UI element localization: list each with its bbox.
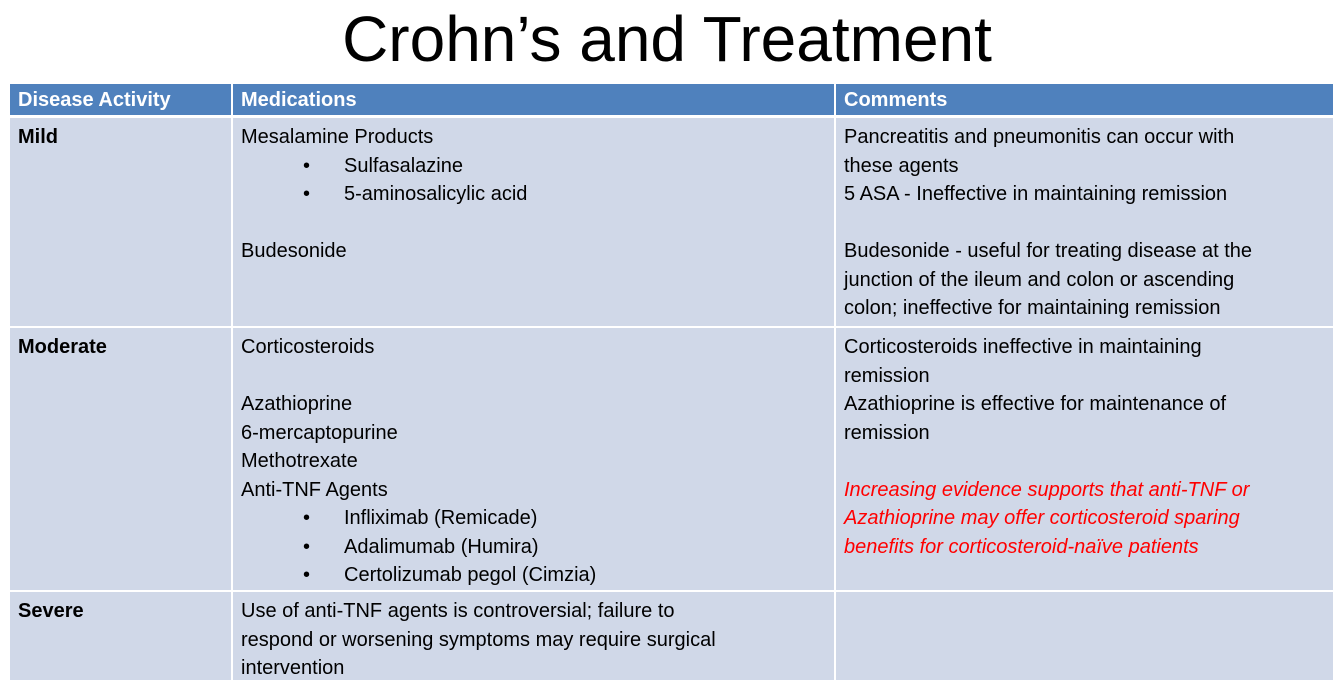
activity-cell [10, 117, 232, 328]
table-row-severe [10, 591, 1334, 680]
medication-line: Use of anti-TNF agents is controversial; failure to [241, 600, 675, 622]
medication-line: respond or worsening symptoms may require surgical [241, 628, 716, 651]
highlight-comment-line: Increasing evidence supports that anti-TNF or [844, 478, 1250, 501]
comment-line: Pancreatitis and pneumonitis can occur with [844, 126, 1235, 148]
medication-line: Methotrexate [241, 450, 358, 472]
bullet-icon: • [303, 564, 311, 586]
bullet-icon: • [303, 183, 311, 205]
header-disease-activity: Disease Activity [10, 84, 232, 117]
medication-line: intervention [241, 657, 345, 679]
activity-cell [10, 327, 232, 591]
comments-cell [835, 117, 1334, 328]
medication-bullet-item: • Adalimumab (Humira) [241, 533, 826, 562]
comment-line: remission [844, 421, 930, 444]
comment-line: remission [844, 364, 930, 387]
medications-cell [232, 327, 835, 591]
comment-line: Budesonide - useful for treating disease at the [844, 240, 1253, 262]
activity-label: Severe [18, 600, 84, 622]
comment-line: colon; ineffective for maintaining remission [844, 297, 1221, 319]
comment-line: these agents [844, 154, 959, 177]
medication-bullet-item: • 5-aminosalicylic acid [241, 180, 826, 209]
activity-label: Mild [18, 126, 58, 148]
table-header-row [10, 84, 1334, 117]
medication-line: Mesalamine Products [241, 126, 434, 148]
highlight-comment-line: Azathioprine may offer corticosteroid sparing [844, 507, 1240, 529]
bullet-icon: • [303, 154, 311, 177]
bullet-icon: • [303, 535, 311, 558]
medications-cell [232, 117, 835, 328]
medication-line: Budesonide [241, 240, 347, 262]
medication-bullet-item: • Infliximab (Remicade) [241, 504, 826, 533]
medication-line: Anti-TNF Agents [241, 478, 388, 501]
medication-bullet-item: • Sulfasalazine [241, 152, 826, 181]
comments-cell [835, 591, 1334, 680]
comments-cell [835, 327, 1334, 591]
table-row-mild [10, 117, 1334, 328]
medication-line: 6-mercaptopurine [241, 421, 398, 444]
treatment-table [10, 84, 1334, 680]
medication-bullet-item: • Certolizumab pegol (Cimzia) [241, 561, 826, 590]
comment-line: Corticosteroids ineffective in maintaining [844, 336, 1202, 358]
medication-line: Azathioprine [241, 393, 353, 415]
slide-title: Crohn’s and Treatment [342, 3, 992, 75]
header-comments: Comments [835, 84, 1334, 117]
comment-line: 5 ASA - Ineffective in maintaining remission [844, 183, 1228, 205]
highlight-comment-line: benefits for corticosteroid-naïve patients [844, 535, 1199, 558]
activity-label: Moderate [18, 336, 107, 358]
medications-cell [232, 591, 835, 680]
medication-line: Corticosteroids [241, 336, 375, 358]
comment-line: Azathioprine is effective for maintenance of [844, 393, 1227, 415]
bullet-icon: • [303, 507, 311, 529]
table-row-moderate [10, 327, 1334, 591]
activity-cell [10, 591, 232, 680]
header-medications: Medications [232, 84, 835, 117]
comment-line: junction of the ileum and colon or ascending [844, 268, 1235, 291]
